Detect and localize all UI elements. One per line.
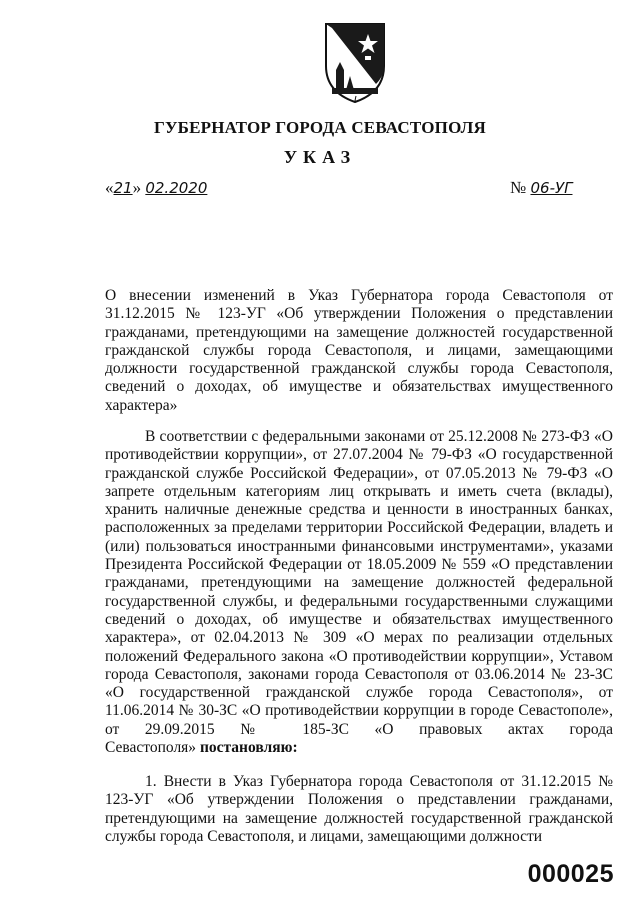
sevastopol-coat-of-arms-icon xyxy=(322,20,388,104)
date-open-quote: « xyxy=(105,178,114,197)
decree-word: постановляю: xyxy=(199,739,298,757)
document-type: УКАЗ xyxy=(283,147,357,167)
date-close-quote: » xyxy=(132,178,142,197)
document-date xyxy=(105,178,207,198)
number-sign: № xyxy=(510,178,527,197)
serial-number: 000025 xyxy=(527,860,614,888)
issuing-authority: ГУБЕРНАТОР ГОРОДА СЕВАСТОПОЛЯ xyxy=(153,118,486,137)
number-value: 06-УГ xyxy=(530,179,573,197)
preamble-text: В соответствии с федеральными законами от 25.12.2008 № 273-ФЗ «О противодействии коррупции», от 27.07.2004 № 79-ФЗ «О государственной гражданской службе Российской Федерации», от 07.05.2013 № 79-ФЗ «О запрете отдельным категориям лиц открывать и иметь счета (вклады), хранить наличные денежные средства и ценности в иностранных банках, расположенных за пределами территории Российской Федерации, владеть и (или) пользоваться иностранными финансовыми инструментами», указами Президента Российской Федерации от 18.05.2009 № 559 «О представлении гражданами, претендующими на замещение должностей федеральной государственной службы, и федеральными государственными служащими сведений о доходах, об имуществе и обязательствах имущественного характера», от 02.04.2013 № 309 «О мерах по реализации отдельных положений Федерального закона «О противодействии коррупции», Уставом города Севастополя, законами города Севастополя от 03.06.2014 № 23-ЗС «О государственной гражданской службе города Севастополя», от 11.06.2014 № 30-ЗС «О противодействии коррупции в городе Севастополе», от 29.09.2015 № 185-ЗС «О правовых актах города Севастополя» xyxy=(105,428,613,757)
item-1-paragraph: 1. Внести в Указ Губернатора города Севастополя от 31.12.2015 № 123-УГ «Об утверждении Положения о представлении гражданами, претендующими на замещение должностей государственной гражданской службы города Севастополя, и лицами, замещающими должности xyxy=(105,773,613,845)
document-subject: О внесении изменений в Указ Губернатора города Севастополя от 31.12.2015 № 123-УГ «Об утверждении Положения о представлении гражданами, претендующими на замещение должностей государственной гражданской службы города Севастополя, и лицами, замещающими должности государственной гражданской службы города Севастополя, сведений о доходах, об имуществе и обязательствах имущественного характера» xyxy=(105,287,613,414)
document-number xyxy=(510,178,572,198)
date-day: 21 xyxy=(113,179,133,197)
preamble-paragraph xyxy=(105,428,613,757)
date-month-year: 02.2020 xyxy=(145,179,208,197)
